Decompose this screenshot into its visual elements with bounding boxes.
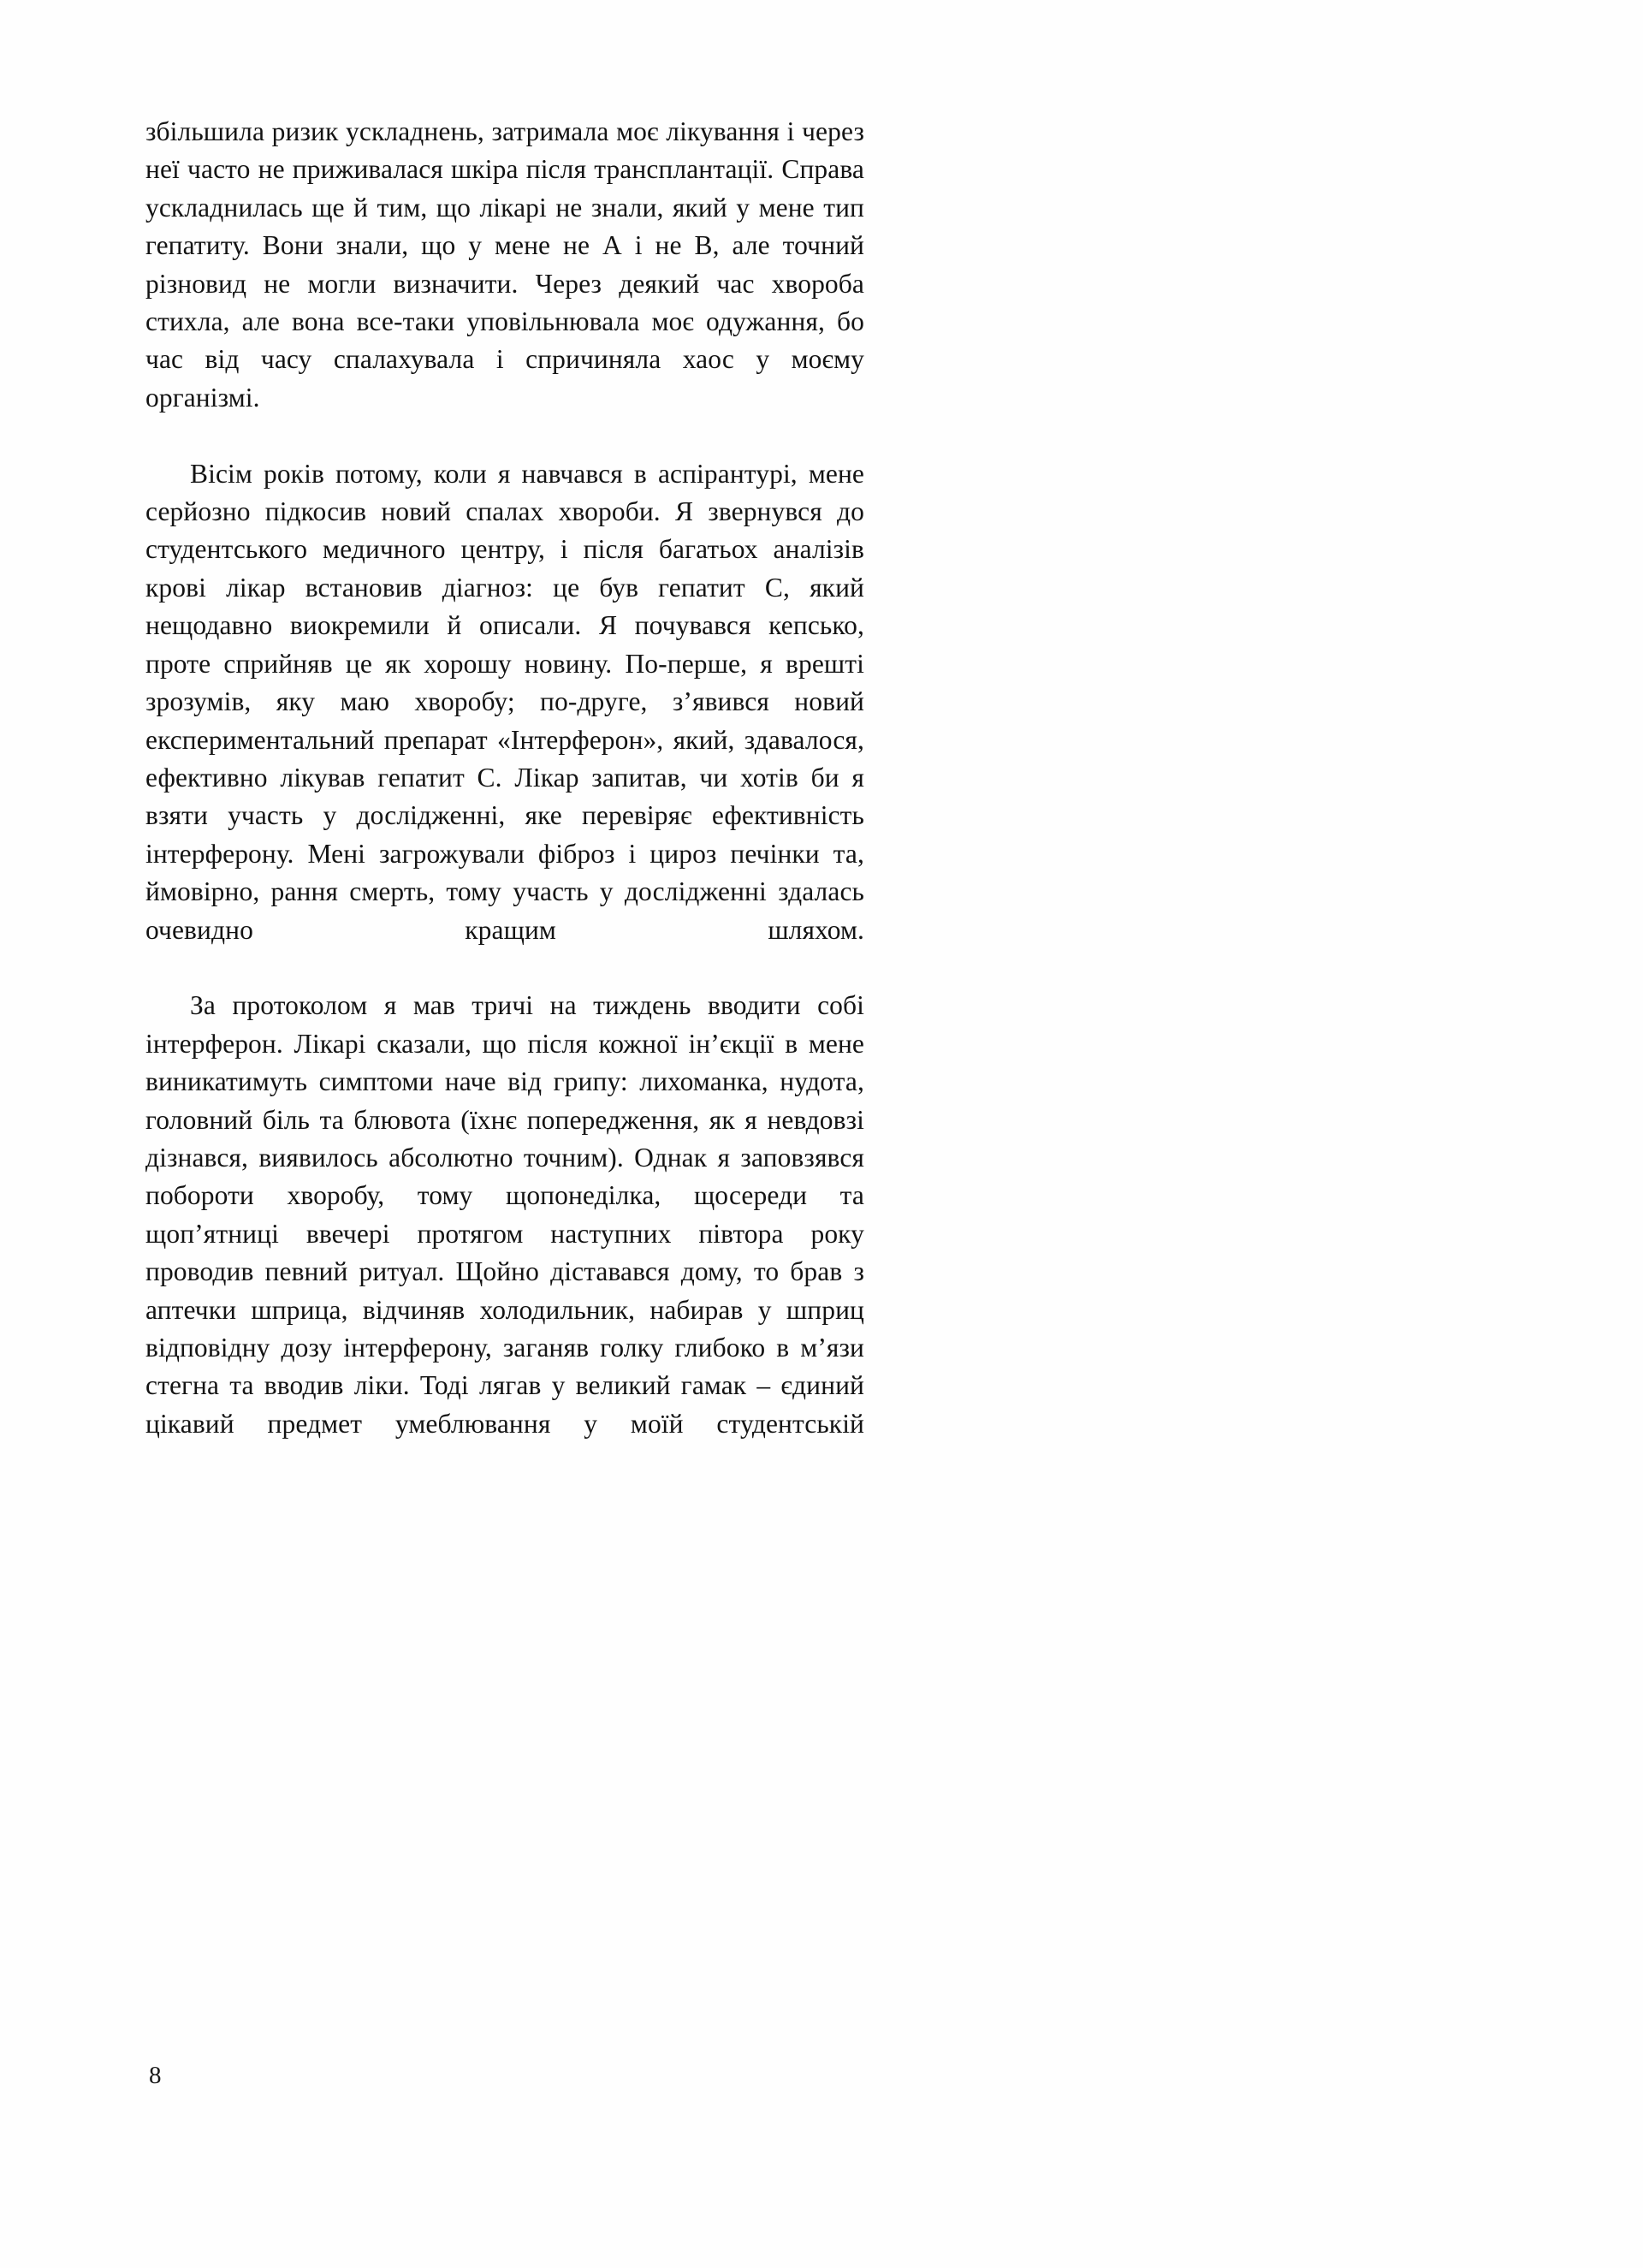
page-number: 8 — [149, 2062, 162, 2089]
paragraph-3: За протоколом я мав тричі на тиждень вводити собі інтерферон. Лікарі сказали, що після кожної ін’єкції в мене виникатимуть симптоми наче від грипу: лихоманка, нудота, головний біль та блювота (їхнє попередження, як я невдовзі дізнався, виявилось абсолютно точним). Однак я заповзявся побороти хворобу, тому щопонеділка, щосереди та щоп’ятниці ввечері протягом наступних півтора року проводив певний ритуал. Щойно діставався дому, то брав з аптечки шприца, відчиняв холодильник, набирав у шприц відповідну дозу інтерферону, заганяв голку глибоко в м’язи стегна та вводив ліки. Тоді лягав у великий гамак – єдиний цікавий предмет умеблювання у моїй студентській — [145, 990, 864, 1439]
body-text-block — [145, 113, 864, 1481]
paragraph-1: збільшила ризик ускладнень, затримала моє лікування і через неї часто не приживалася шкіра після трансплантації. Справа ускладнилась ще й тим, що лікарі не знали, який у мене тип гепатиту. Вони знали, що у мене не А і не В, але точний різновид не могли визначити. Через деякий час хвороба стихла, але вона все-таки уповільнювала моє одужання, бо час від часу спалахувала і спричиняла хаос у моєму організмі. — [145, 116, 864, 413]
paragraph-2: Вісім років потому, коли я навчався в аспірантурі, мене серйозно підкосив новий спалах хвороби. Я звернувся до студентського медичного центру, і після багатьох аналізів крові лікар встановив діагноз: це був гепатит С, який нещодавно виокремили й описали. Я почувався кепсько, проте сприйняв це як хорошу новину. По-перше, я врешті зрозумів, яку маю хворобу; по-друге, з’явився новий експериментальний препарат «Інтерферон», який, здавалося, ефективно лікував гепатит С. Лікар запитав, чи хотів би я взяти участь у дослідженні, яке перевіряє ефективність інтерферону. Мені загрожували фіброз і цироз печінки та, ймовірно, рання смерть, тому участь у дослідженні здалась очевидно кращим шляхом. — [145, 458, 864, 945]
